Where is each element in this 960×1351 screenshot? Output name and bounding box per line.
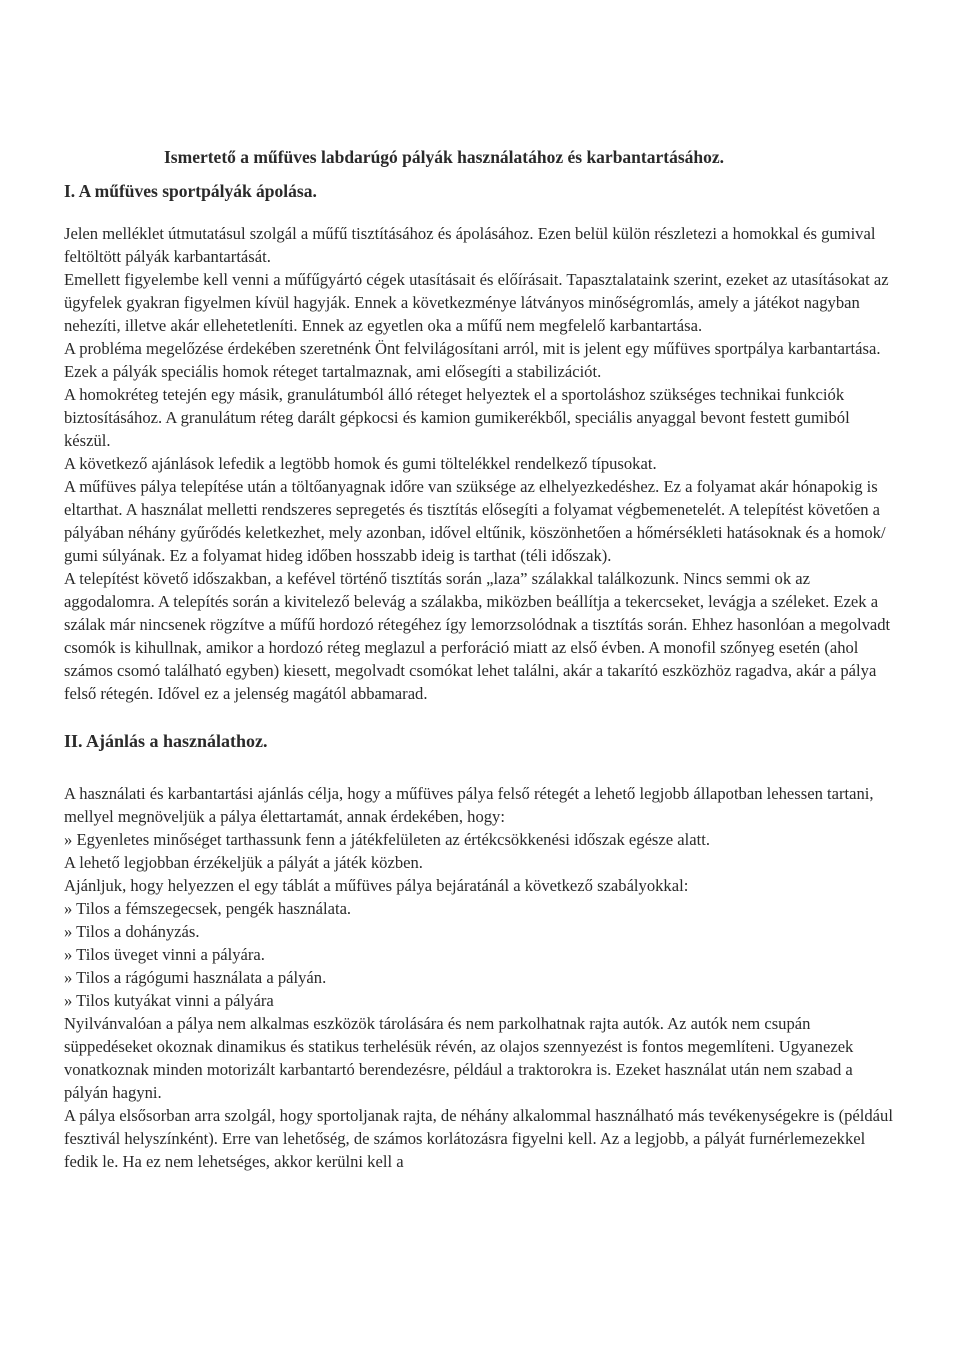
paragraph: A probléma megelőzése érdekében szeretnénk Önt felvilágosítani arról, mit is jelent egy műfüves sportpálya karbantartása. Ezek a pályák speciális homok réteget tartalmaznak, ami elősegíti a stabilizációt. (64, 339, 881, 381)
section-1-body (64, 222, 900, 705)
paragraph: A műfüves pálya telepítése után a töltőanyagnak időre van szüksége az elhelyezkedéshez. Ez a folyamat akár hónapokig is eltarthat. A használat melletti rendszeres sepregetés és tisztítás elősegíti a folyamat végbemenetelét. A telepítést követően a pályában néhány gyűrődés keletkezhet, mely azonban, idővel eltűnik, köszönhetően a hőmérsékleti hatásoknak és a homok/ gumi súlyának. Ez a folyamat hideg időben hosszabb ideig is tarthat (téli időszak). (64, 477, 886, 565)
list-item: » Tilos kutyákat vinni a pályára (64, 991, 274, 1010)
paragraph: A használati és karbantartási ajánlás célja, hogy a műfüves pálya felső rétegét a lehető legjobb állapotban lehessen tartani, mellyel megnöveljük a pálya élettartamát, annak érdekében, hogy: (64, 784, 874, 826)
paragraph: A pálya elsősorban arra szolgál, hogy sportoljanak rajta, de néhány alkalommal használható más tevékenységekre is (például fesztivál helyszínként). Erre van lehetőség, de számos korlátozásra figyelni kell. Az a legjobb, a pályát furnérlemezekkel fedik le. Ha ez nem lehetséges, akkor kerülni kell a (64, 1106, 893, 1171)
section-2-heading: II. Ajánlás a használathoz. (64, 731, 268, 751)
paragraph: Emellett figyelembe kell venni a műfűgyártó cégek utasításait és előírásait. Tapasztalataink szerint, ezeket az utasításokat az ügyfelek gyakran figyelmen kívül hagyják. Ennek a következménye látványos minőségromlás, amely a játékot nagyban nehezíti, illetve akár ellehetetleníti. Ennek az egyetlen oka a műfű nem megfelelő karbantartása. (64, 270, 889, 335)
document-title: Ismertető a műfüves labdarúgó pályák használatához és karbantartásához. (164, 147, 725, 167)
paragraph: Jelen melléklet útmutatásul szolgál a műfű tisztításához és ápolásához. Ezen belül külön részletezi a homokkal és gumival feltöltött pályák karbantartását. (64, 224, 876, 266)
document-page (64, 146, 900, 1173)
paragraph: Nyilvánvalóan a pálya nem alkalmas eszközök tárolására és nem parkolhatnak rajta autók. Az autók nem csupán süppedéseket okoznak dinamikus és statikus terhelésük révén, az olajos szennyezést is fontos megemlíteni. Ugyanezek vonatkoznak minden motorizált karbantartó berendezésre, például a traktorokra is. Ezeket használat után nem szabad a pályán hagyni. (64, 1014, 854, 1102)
paragraph: Ajánljuk, hogy helyezzen el egy táblát a műfüves pálya bejáratánál a következő szabályokkal: (64, 876, 689, 895)
list-item: » Tilos üveget vinni a pályára. (64, 945, 265, 964)
paragraph: A lehető legjobban érzékeljük a pályát a játék közben. (64, 853, 423, 872)
section-2-body (64, 782, 900, 1173)
list-item: » Egyenletes minőséget tarthassunk fenn a játékfelületen az értékcsökkenési időszak egésze alatt. (64, 830, 710, 849)
list-item: » Tilos a dohányzás. (64, 922, 200, 941)
section-1-heading: I. A műfüves sportpályák ápolása. (64, 181, 317, 201)
paragraph: A homokréteg tetején egy másik, granulátumból álló réteget helyeztek el a sportoláshoz szükséges technikai funkciók biztosításához. A granulátum réteg darált gépkocsi és kamion gumikerékből, speciális anyaggal bevont festett gumiból készül. (64, 385, 850, 450)
paragraph: A következő ajánlások lefedik a legtöbb homok és gumi töltelékkel rendelkező típusokat. (64, 454, 657, 473)
list-item: » Tilos a rágógumi használata a pályán. (64, 968, 327, 987)
paragraph: A telepítést követő időszakban, a kefével történő tisztítás során „laza” szálakkal találkozunk. Nincs semmi ok az aggodalomra. A telepítés során a kivitelező belevág a szálakba, miközben beállítja a tekercseket, levágja a széleket. Ezek a szálak már nincsenek rögzítve a műfű hordozó rétegéhez így lemorzsolódnak a tisztítás során. Ehhez hasonlóan a megolvadt csomók is kihullnak, amikor a hordozó réteg meglazul a perforáció miatt az első évben. A monofil szőnyeg esetén (ahol számos csomó található egyben) kiesett, megolvadt csomókat lehet találni, akár a takarító eszközhöz ragadva, akár a pálya felső rétegén. Idővel ez a jelenség magától abbamarad. (64, 569, 891, 703)
list-item: » Tilos a fémszegecsek, pengék használata. (64, 899, 352, 918)
